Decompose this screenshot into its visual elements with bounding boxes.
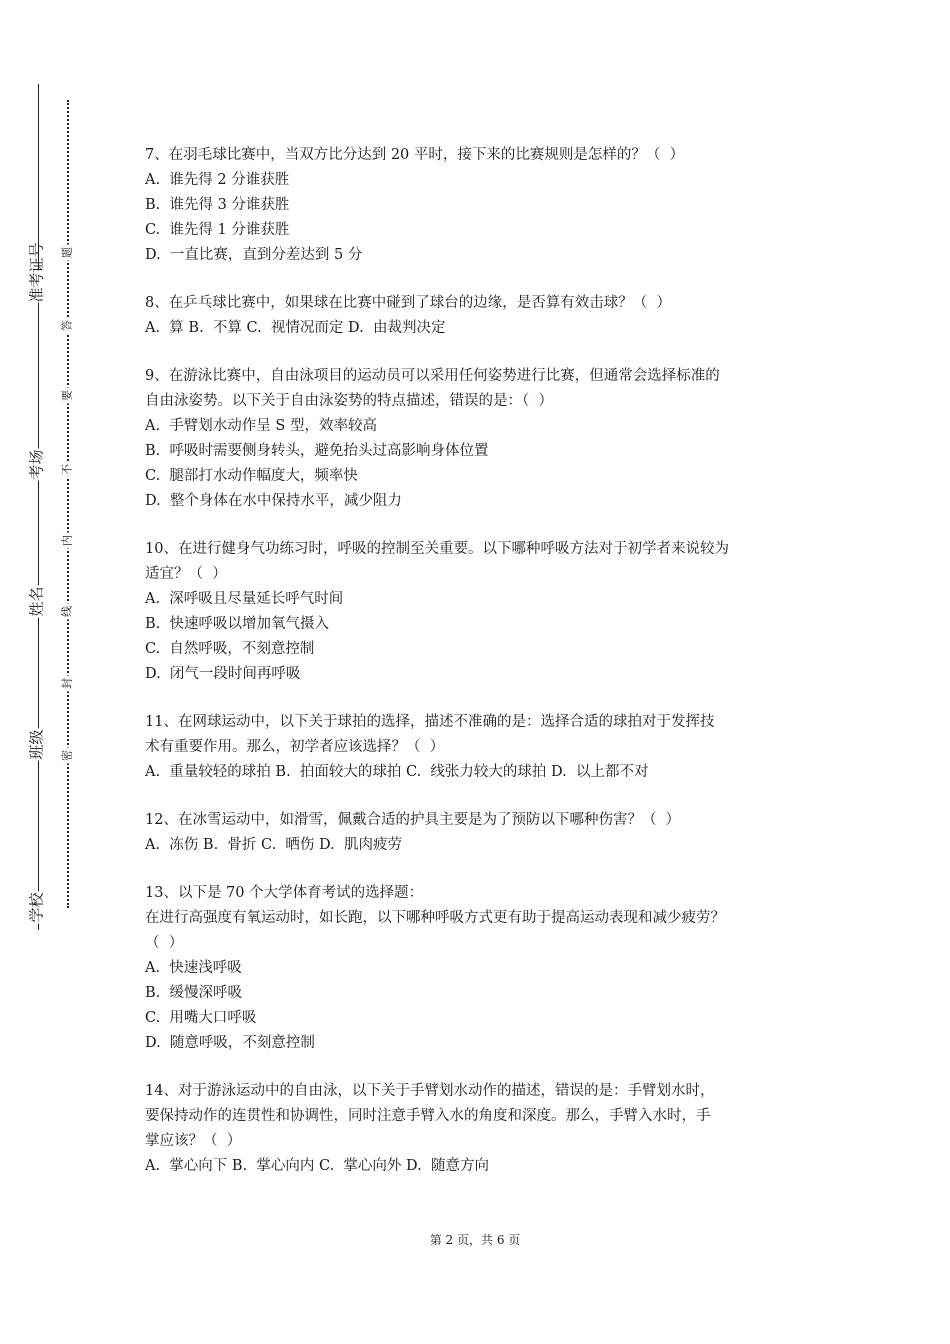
question-11 xyxy=(145,710,815,785)
question-8 xyxy=(145,291,815,341)
options-inline: A. 掌心向下 B. 掌心向内 C. 掌心向外 D. 随意方向 xyxy=(145,1158,489,1174)
question-stem: 要保持动作的连贯性和协调性，同时注意手臂入水的角度和深度。那么，手臂入水时，手 xyxy=(145,1108,711,1124)
binding-margin xyxy=(0,0,120,1344)
page-footer: 第 2 页，共 6 页 xyxy=(429,1233,521,1247)
binding-dotted-line xyxy=(67,100,69,908)
option-a: A. 深呼吸且尽量延长呼气时间 xyxy=(145,591,344,607)
question-stem: 适宜？（ ） xyxy=(145,566,227,582)
option-d: D. 随意呼吸，不刻意控制 xyxy=(145,1035,315,1051)
question-stem: 13、以下是 70 个大学体育考试的选择题： xyxy=(145,885,424,901)
question-7 xyxy=(145,143,815,268)
option-b: B. 快速呼吸以增加氧气摄入 xyxy=(145,616,329,632)
option-c: C. 谁先得 1 分谁获胜 xyxy=(145,222,290,238)
seal-char: 答 xyxy=(60,318,75,334)
seal-char: 要 xyxy=(60,388,75,404)
option-d: D. 整个身体在水中保持水平，减少阻力 xyxy=(145,493,402,509)
seal-char: 题 xyxy=(60,245,75,261)
options-inline: A. 冻伤 B. 骨折 C. 晒伤 D. 肌肉疲劳 xyxy=(145,837,402,853)
option-a: A. 手臂划水动作呈 S 型，效率较高 xyxy=(145,418,377,434)
option-c: C. 用嘴大口呼吸 xyxy=(145,1010,257,1026)
field-label-school: 学校 xyxy=(27,892,46,923)
option-b: B. 谁先得 3 分谁获胜 xyxy=(145,197,290,213)
question-stem: 7、在羽毛球比赛中，当双方比分达到 20 平时，接下来的比赛规则是怎样的？（ ） xyxy=(145,147,685,163)
seal-char: 密 xyxy=(60,748,75,764)
field-label-name: 姓名 xyxy=(27,586,46,617)
question-stem: 8、在乒乓球比赛中，如果球在比赛中碰到了球台的边缘，是否算有效击球？（ ） xyxy=(145,295,671,311)
option-c: C. 腿部打水动作幅度大，频率快 xyxy=(145,468,358,484)
option-c: C. 自然呼吸，不刻意控制 xyxy=(145,641,315,657)
question-stem: 12、在冰雪运动中，如滑雪，佩戴合适的护具主要是为了预防以下哪种伤害？（ ） xyxy=(145,812,681,828)
field-label-exam-room: 考场 xyxy=(27,449,46,480)
seal-char: 不 xyxy=(60,462,75,478)
seal-char: 线 xyxy=(60,604,75,620)
option-b: B. 缓慢深呼吸 xyxy=(145,985,242,1001)
option-a: A. 谁先得 2 分谁获胜 xyxy=(145,172,290,188)
option-d: D. 闭气一段时间再呼吸 xyxy=(145,666,301,682)
options-inline: A. 重量较轻的球拍 B. 拍面较大的球拍 C. 线张力较大的球拍 D. 以上都不对 xyxy=(145,764,649,780)
question-10 xyxy=(145,537,815,687)
option-d: D. 一直比赛，直到分差达到 5 分 xyxy=(145,247,363,263)
field-label-exam-number: 准考证号 xyxy=(27,242,46,303)
question-stem: （ ） xyxy=(145,935,184,951)
question-stem: 在进行高强度有氧运动时，如长跑，以下哪种呼吸方式更有助于提高运动表现和减少疲劳？ xyxy=(145,910,725,926)
question-stem: 11、在网球运动中，以下关于球拍的选择，描述不准确的是：选择合适的球拍对于发挥技 xyxy=(145,714,715,730)
question-13 xyxy=(145,881,815,1056)
question-stem: 掌应该？（ ） xyxy=(145,1133,242,1149)
seal-char: 内 xyxy=(60,533,75,549)
question-9 xyxy=(145,364,815,514)
question-list xyxy=(145,143,815,1202)
question-stem: 术有重要作用。那么，初学者应该选择？（ ） xyxy=(145,739,445,755)
seal-char: 封 xyxy=(60,676,75,692)
question-stem: 自由泳姿势。以下关于自由泳姿势的特点描述，错误的是：（ ） xyxy=(145,393,553,409)
question-stem: 9、在游泳比赛中，自由泳项目的运动员可以采用任何姿势进行比赛，但通常会选择标准的 xyxy=(145,368,720,384)
question-14 xyxy=(145,1079,815,1179)
options-inline: A. 算 B. 不算 C. 视情况而定 D. 由裁判决定 xyxy=(145,320,446,336)
option-a: A. 快速浅呼吸 xyxy=(145,960,242,976)
question-stem: 10、在进行健身气功练习时，呼吸的控制至关重要。以下哪种呼吸方法对于初学者来说较为 xyxy=(145,541,729,557)
question-12 xyxy=(145,808,815,858)
binding-solid-line xyxy=(38,84,39,930)
question-stem: 14、对于游泳运动中的自由泳，以下关于手臂划水动作的描述，错误的是：手臂划水时， xyxy=(145,1083,715,1099)
field-label-class: 班级 xyxy=(27,729,46,760)
option-b: B. 呼吸时需要侧身转头，避免抬头过高影响身体位置 xyxy=(145,443,489,459)
